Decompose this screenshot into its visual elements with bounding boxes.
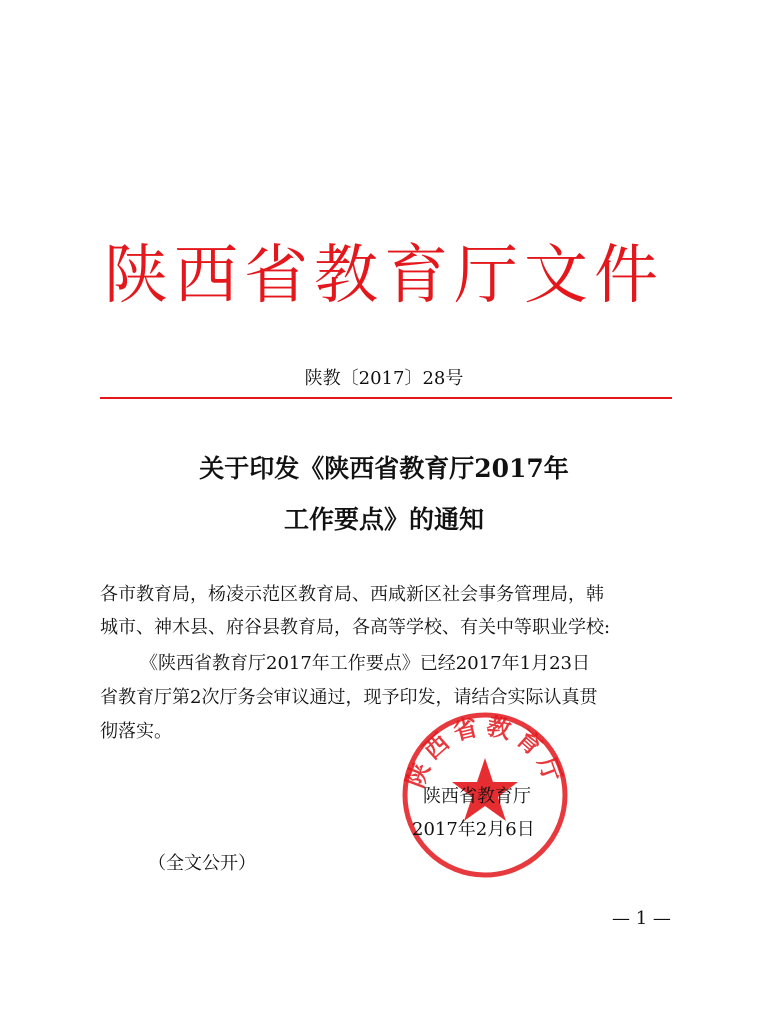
disclosure-note: （全文公开） <box>148 853 256 874</box>
document-header-title: 陕西省教育厅文件 <box>104 239 664 313</box>
notice-title-line-1: 关于印发《陕西省教育厅2017年 <box>199 454 569 483</box>
body-line: 各市教育局，杨凌示范区教育局、西咸新区社会事务管理局，韩 <box>100 584 604 605</box>
signature-organization: 陕西省教育厅 <box>423 786 531 807</box>
document-number: 陕教〔2017〕28号 <box>304 368 464 389</box>
body-line: 《陕西省教育厅2017年工作要点》已经2017年1月23日 <box>140 653 590 674</box>
page-number: — 1 — <box>612 908 671 929</box>
signature-date: 2017年2月6日 <box>412 819 535 840</box>
body-line: 彻落实。 <box>100 721 172 742</box>
body-line: 城市、神木县、府谷县教育局，各高等学校、有关中等职业学校: <box>100 617 611 638</box>
red-divider-rule <box>100 397 672 399</box>
body-line: 省教育厅第2次厅务会审议通过，现予印发，请结合实际认真贯 <box>100 687 598 708</box>
notice-title-line-2: 工作要点》的通知 <box>283 505 484 534</box>
seal-text: 陕西省教育厅 <box>400 710 570 792</box>
